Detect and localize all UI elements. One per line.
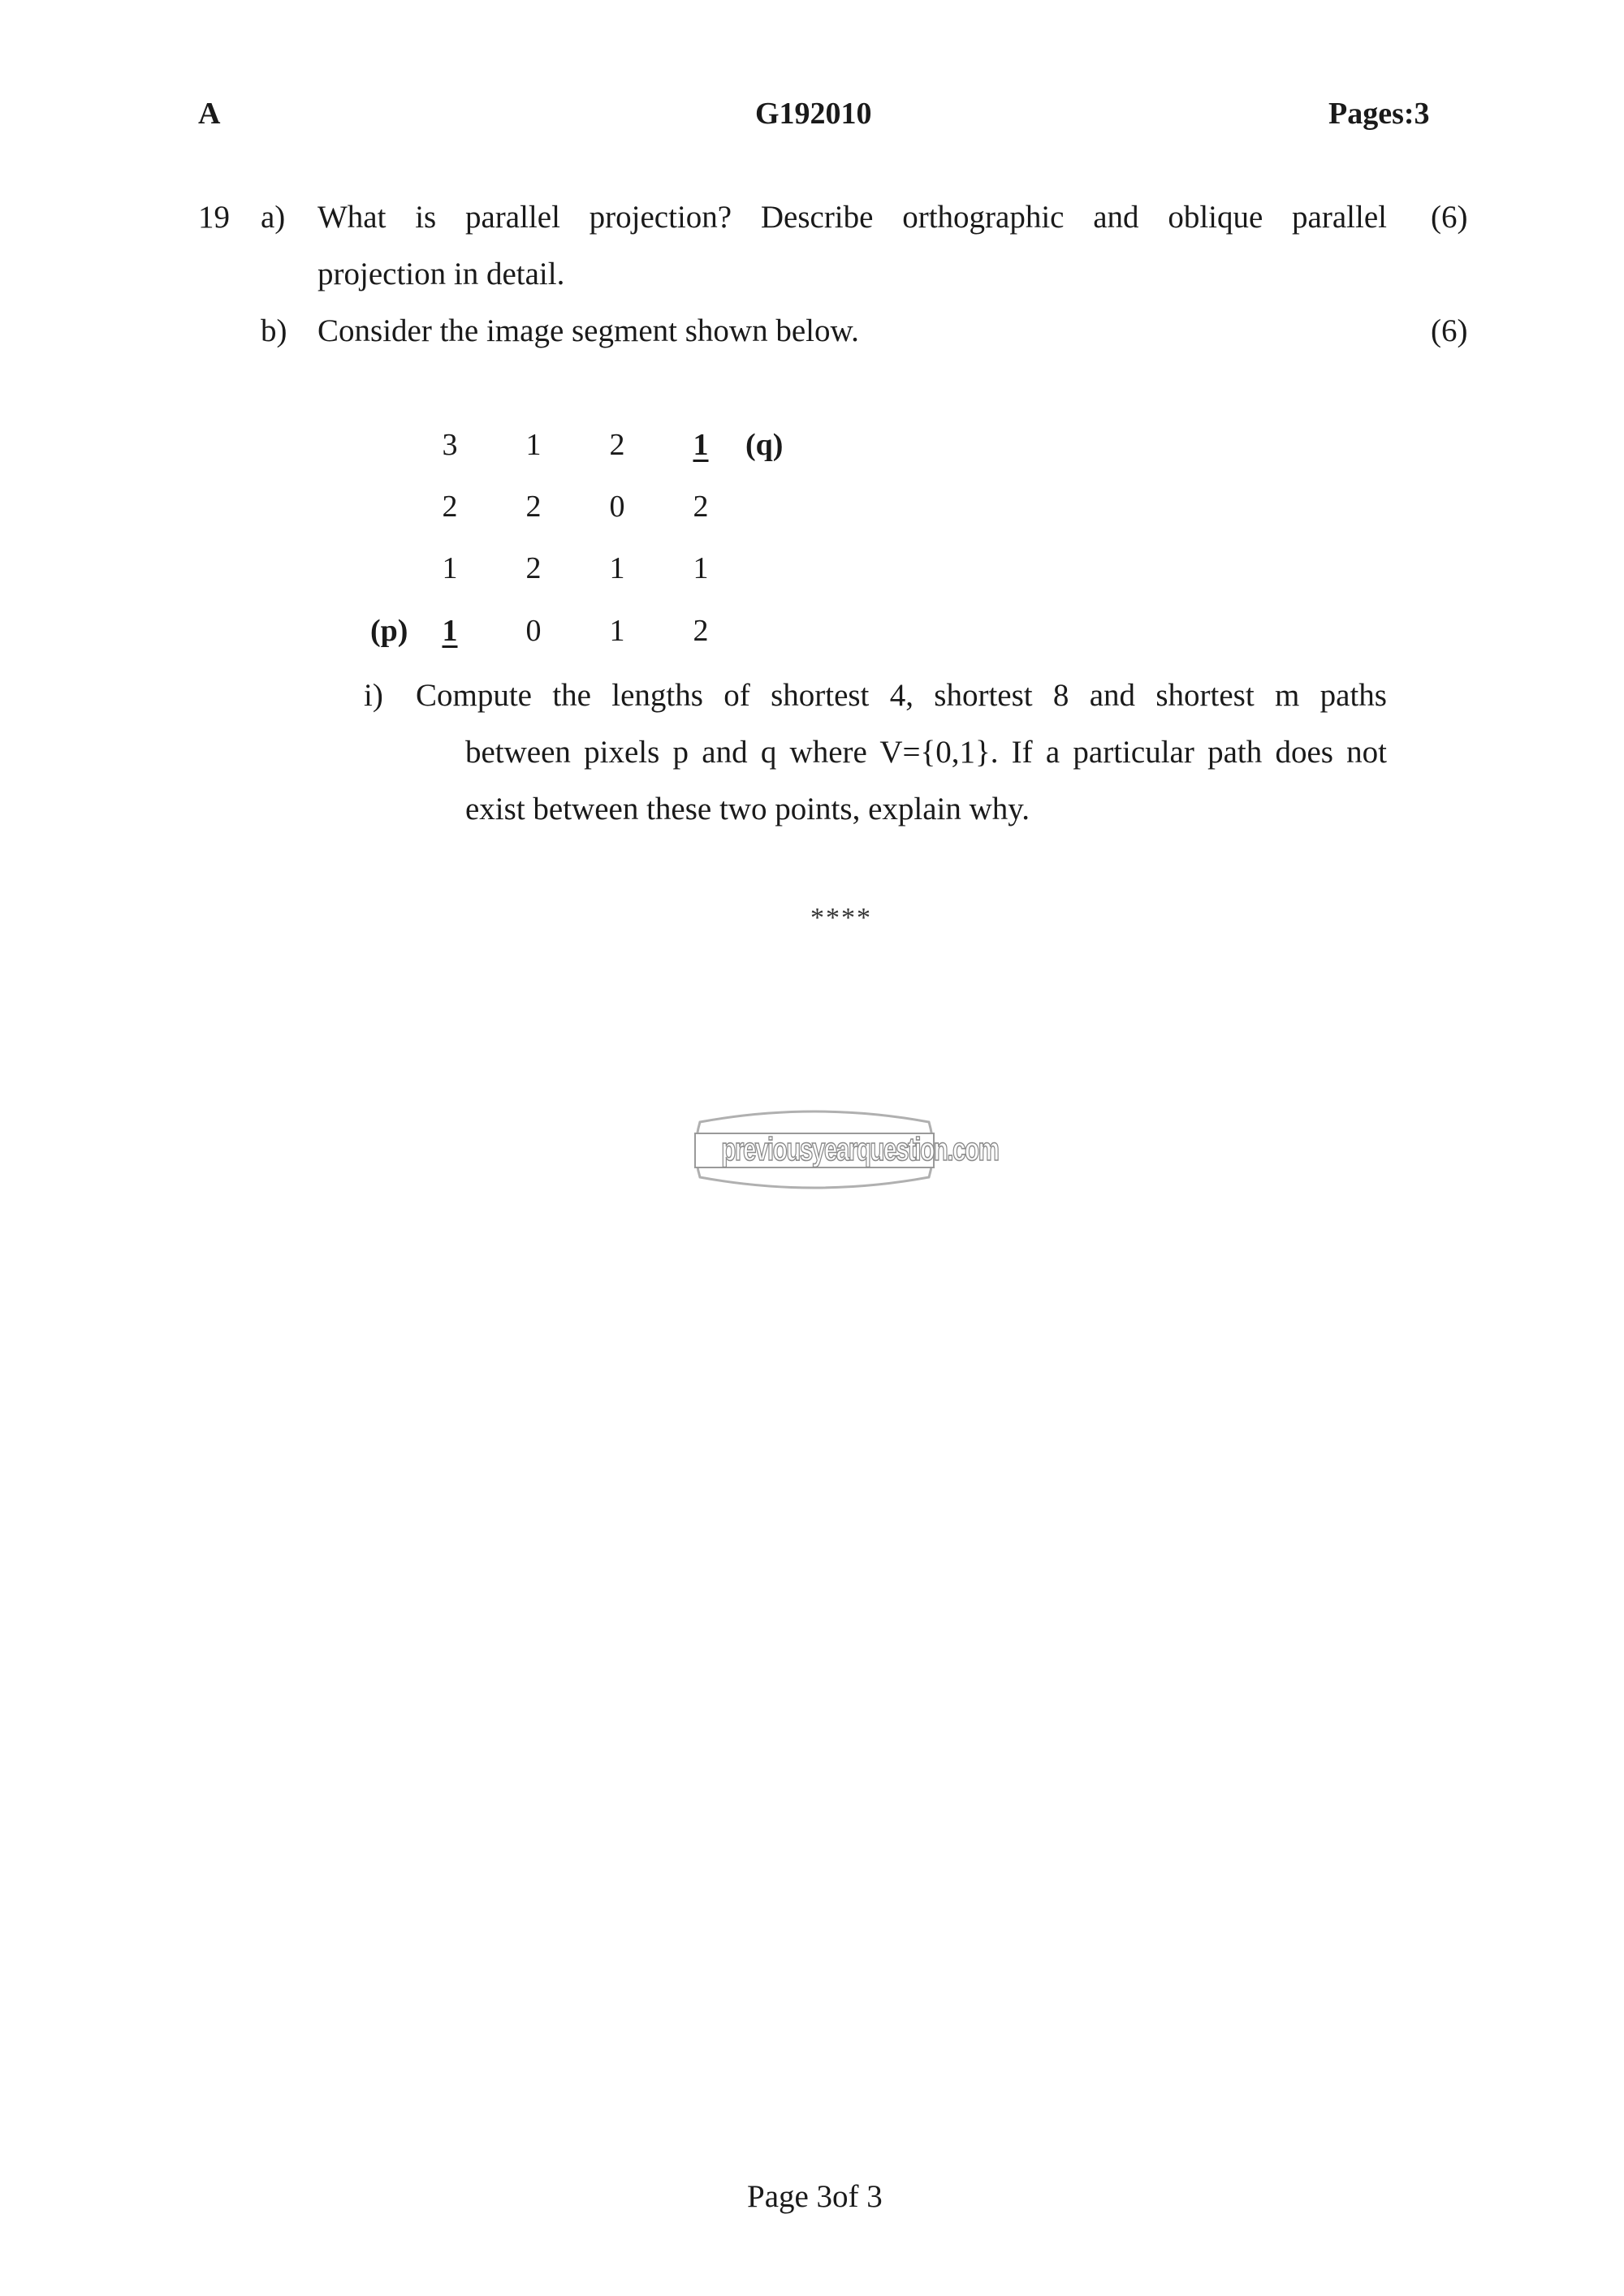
pixel-q-label: (q) xyxy=(745,428,784,462)
matrix-cell: 1 xyxy=(609,614,625,648)
matrix-cell-p: 1 xyxy=(442,614,458,648)
matrix-cell: 2 xyxy=(525,490,542,524)
part-a-label: a) xyxy=(261,200,286,235)
paper-set-label: A xyxy=(198,97,221,131)
matrix-cell-q: 1 xyxy=(693,428,709,462)
sub-question-i-line2: between pixels p and q where V={0,1}. If a particular path does not xyxy=(465,735,1387,770)
matrix-cell: 1 xyxy=(609,551,625,585)
matrix-cell: 0 xyxy=(525,614,542,648)
matrix-cell: 2 xyxy=(442,490,458,524)
matrix-cell: 0 xyxy=(609,490,625,524)
matrix-cell: 2 xyxy=(525,551,542,585)
part-b-label: b) xyxy=(261,313,287,348)
matrix-cell: 1 xyxy=(442,551,458,585)
page-footer: Page 3of 3 xyxy=(747,2179,883,2214)
sub-question-i-line3: exist between these two points, explain why. xyxy=(465,792,1030,826)
matrix-cell: 3 xyxy=(442,428,458,462)
question-number: 19 xyxy=(198,200,230,235)
paper-code: G192010 xyxy=(755,97,872,131)
matrix-cell: 2 xyxy=(609,428,625,462)
part-a-marks: (6) xyxy=(1431,200,1468,235)
matrix-cell: 2 xyxy=(693,490,709,524)
part-b-text: Consider the image segment shown below. xyxy=(317,313,859,348)
part-b-marks: (6) xyxy=(1431,313,1468,348)
matrix-cell: 2 xyxy=(693,614,709,648)
pixel-p-label: (p) xyxy=(370,614,408,648)
watermark-stamp xyxy=(689,1106,999,1193)
watermark-text: previousyearquestion.com xyxy=(721,1132,999,1167)
part-a-text-line1: What is parallel projection? Describe orthographic and oblique parallel xyxy=(317,200,1387,235)
end-marker: **** xyxy=(810,903,872,933)
part-a-text-line2: projection in detail. xyxy=(317,257,565,291)
sub-question-i-label: i) xyxy=(364,678,383,713)
matrix-cell: 1 xyxy=(525,428,542,462)
sub-question-i-line1: Compute the lengths of shortest 4, shortest 8 and shortest m paths xyxy=(416,678,1387,713)
matrix-cell: 1 xyxy=(693,551,709,585)
page-count: Pages:3 xyxy=(1328,97,1430,131)
